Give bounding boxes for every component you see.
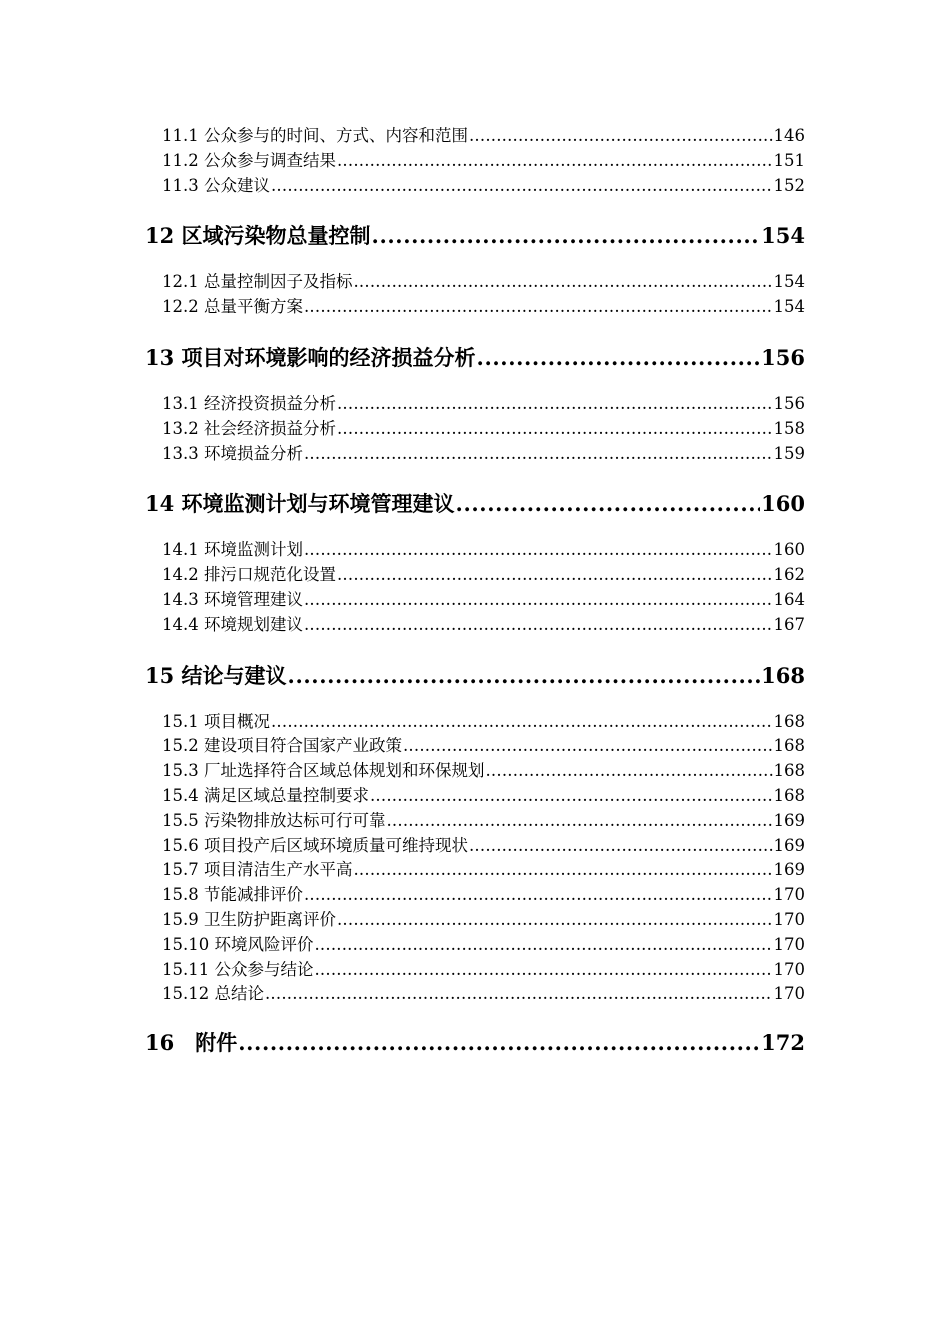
toc-page-number: 160 <box>773 540 805 560</box>
toc-page-number: 170 <box>773 885 805 905</box>
toc-entry-title: 15.10 环境风险评价 <box>162 934 314 954</box>
toc-page-number: 170 <box>773 984 805 1004</box>
toc-entry-title: 13.2 社会经济损益分析 <box>162 418 336 438</box>
dot-leader <box>304 613 773 638</box>
toc-chapter-title: 12 区域污染物总量控制 <box>145 223 371 249</box>
toc-page-number: 168 <box>773 761 805 781</box>
toc-page-number: 170 <box>773 934 805 954</box>
dot-leader <box>337 417 773 442</box>
toc-page-number: 159 <box>773 443 805 463</box>
toc-entry-15-3[interactable] <box>145 759 805 784</box>
toc-entry-title: 15.8 节能减排评价 <box>162 885 303 905</box>
toc-entry-15-9[interactable] <box>145 908 805 933</box>
dot-leader <box>265 982 773 1007</box>
dot-leader <box>288 652 761 700</box>
dot-leader <box>469 124 773 149</box>
dot-leader <box>403 734 773 759</box>
dot-leader <box>304 295 773 320</box>
dot-leader <box>477 334 761 382</box>
toc-entry-13-2[interactable] <box>145 417 805 442</box>
toc-chapter-15[interactable] <box>145 652 805 700</box>
toc-page-number: 151 <box>773 150 805 170</box>
dot-leader <box>337 908 773 933</box>
toc-entry-14-4[interactable] <box>145 613 805 638</box>
toc-page-number: 158 <box>773 418 805 438</box>
toc-entry-15-1[interactable] <box>145 710 805 735</box>
toc-entry-15-8[interactable] <box>145 883 805 908</box>
toc-entry-title: 14.1 环境监测计划 <box>162 540 303 560</box>
toc-entry-title: 15.9 卫生防护距离评价 <box>162 909 336 929</box>
toc-chapter-13[interactable] <box>145 334 805 382</box>
toc-entry-title: 15.1 项目概况 <box>162 711 270 731</box>
dot-leader <box>370 784 773 809</box>
toc-page-number: 168 <box>761 662 805 688</box>
toc-page-number: 152 <box>773 175 805 195</box>
toc-page-number: 154 <box>773 272 805 292</box>
toc-page-number: 168 <box>773 711 805 731</box>
toc-entry-15-6[interactable] <box>145 834 805 859</box>
toc-entry-title: 15.4 满足区域总量控制要求 <box>162 785 369 805</box>
toc-page-number: 156 <box>773 393 805 413</box>
toc-entry-15-7[interactable] <box>145 858 805 883</box>
toc-entry-15-10[interactable] <box>145 933 805 958</box>
toc-entry-title: 15.12 总结论 <box>162 984 264 1004</box>
dot-leader <box>456 480 761 528</box>
toc-page-number: 168 <box>773 736 805 756</box>
toc-entry-title: 15.3 厂址选择符合区域总体规划和环保规划 <box>162 761 485 781</box>
toc-entry-15-2[interactable] <box>145 734 805 759</box>
toc-entry-title: 15.7 项目清洁生产水平高 <box>162 860 353 880</box>
toc-page-number: 162 <box>773 565 805 585</box>
dot-leader <box>353 858 772 883</box>
toc-page-number: 167 <box>773 614 805 634</box>
toc-entry-15-5[interactable] <box>145 809 805 834</box>
toc-chapter-14[interactable] <box>145 480 805 528</box>
toc-entry-title: 15.5 污染物排放达标可行可靠 <box>162 810 386 830</box>
toc-chapter-title: 14 环境监测计划与环境管理建议 <box>145 491 455 517</box>
toc-entry-title: 14.2 排污口规范化设置 <box>162 565 336 585</box>
toc-page-number: 160 <box>761 491 805 517</box>
toc-entry-15-4[interactable] <box>145 784 805 809</box>
toc-page-number: 154 <box>761 223 805 249</box>
toc-page-number: 169 <box>773 835 805 855</box>
toc-entry-title: 15.6 项目投产后区域环境质量可维持现状 <box>162 835 468 855</box>
toc-entry-title: 13.3 环境损益分析 <box>162 443 303 463</box>
toc-entry-12-1[interactable] <box>145 270 805 295</box>
toc-entry-title: 15.2 建设项目符合国家产业政策 <box>162 736 402 756</box>
toc-entry-title: 14.4 环境规划建议 <box>162 614 303 634</box>
toc-entry-15-11[interactable] <box>145 958 805 983</box>
table-of-contents <box>145 124 805 1077</box>
toc-entry-14-1[interactable] <box>145 538 805 563</box>
toc-entry-11-3[interactable] <box>145 174 805 199</box>
toc-entry-title: 12.1 总量控制因子及指标 <box>162 272 353 292</box>
dot-leader <box>337 563 773 588</box>
toc-entry-11-1[interactable] <box>145 124 805 149</box>
toc-entry-title: 13.1 经济投资损益分析 <box>162 393 336 413</box>
toc-entry-title: 14.3 环境管理建议 <box>162 589 303 609</box>
dot-leader <box>353 270 772 295</box>
toc-entry-13-1[interactable] <box>145 392 805 417</box>
dot-leader <box>469 834 773 859</box>
toc-entry-title: 15.11 公众参与结论 <box>162 959 314 979</box>
toc-page-number: 170 <box>773 959 805 979</box>
toc-entry-12-2[interactable] <box>145 295 805 320</box>
toc-page-number: 168 <box>773 785 805 805</box>
toc-page-number: 172 <box>761 1030 805 1056</box>
toc-page-number: 156 <box>761 344 805 370</box>
toc-entry-15-12[interactable] <box>145 982 805 1007</box>
dot-leader <box>485 759 772 784</box>
toc-entry-14-3[interactable] <box>145 588 805 613</box>
toc-chapter-16[interactable] <box>145 1019 805 1067</box>
toc-page-number: 146 <box>773 126 805 145</box>
toc-chapter-title: 15 结论与建议 <box>145 662 287 688</box>
toc-entry-title: 11.3 公众建议 <box>162 175 270 195</box>
dot-leader <box>304 588 773 613</box>
toc-entry-title: 11.1 公众参与的时间、方式、内容和范围 <box>162 126 468 145</box>
toc-page-number: 170 <box>773 909 805 929</box>
toc-chapter-title: 16 附件 <box>145 1030 238 1056</box>
toc-entry-11-2[interactable] <box>145 149 805 174</box>
toc-entry-14-2[interactable] <box>145 563 805 588</box>
dot-leader <box>314 933 772 958</box>
dot-leader <box>304 883 773 908</box>
toc-page-number: 169 <box>773 860 805 880</box>
dot-leader <box>304 538 773 563</box>
dot-leader <box>386 809 772 834</box>
toc-chapter-12[interactable] <box>145 212 805 260</box>
dot-leader <box>314 958 772 983</box>
toc-page-number: 154 <box>773 297 805 317</box>
toc-chapter-title: 13 项目对环境影响的经济损益分析 <box>145 344 476 370</box>
toc-entry-title: 11.2 公众参与调查结果 <box>162 150 336 170</box>
dot-leader <box>271 710 773 735</box>
toc-entry-13-3[interactable] <box>145 442 805 467</box>
dot-leader <box>238 1019 760 1067</box>
dot-leader <box>337 392 773 417</box>
toc-entry-title: 12.2 总量平衡方案 <box>162 297 303 317</box>
dot-leader <box>304 442 773 467</box>
dot-leader <box>372 212 761 260</box>
dot-leader <box>337 149 773 174</box>
toc-page-number: 169 <box>773 810 805 830</box>
toc-page-number: 164 <box>773 589 805 609</box>
dot-leader <box>271 174 773 199</box>
